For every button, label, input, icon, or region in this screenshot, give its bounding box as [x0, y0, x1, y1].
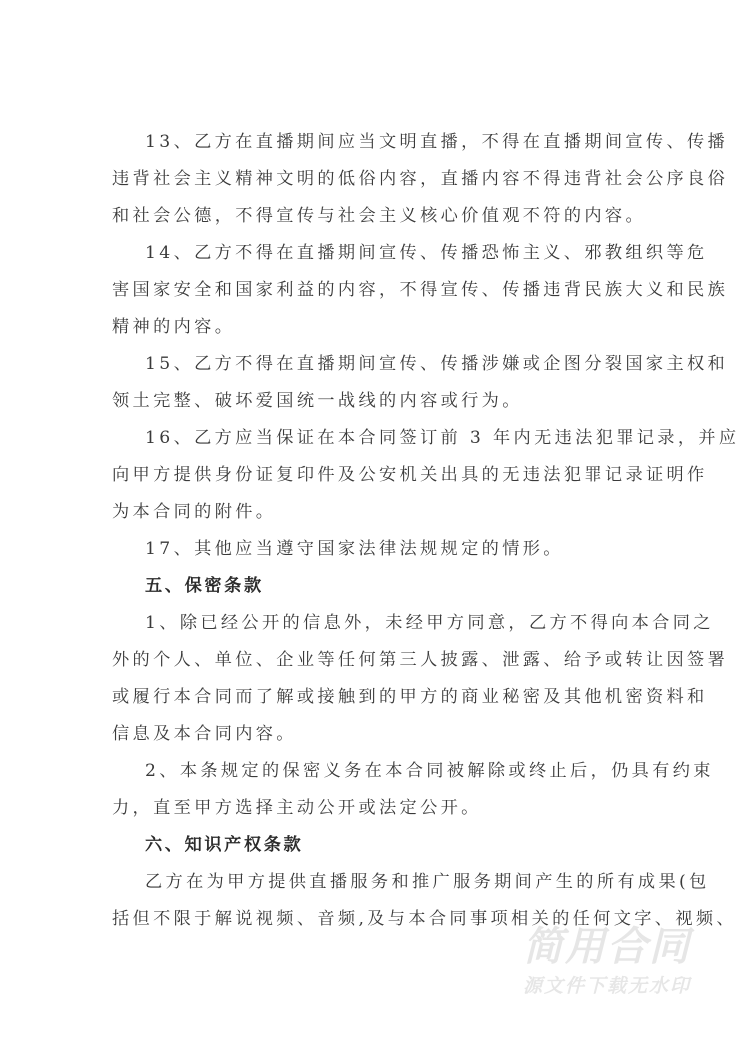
- paragraph-line: 14、乙方不得在直播期间宣传、传播恐怖主义、邪教组织等危: [145, 243, 708, 263]
- watermark-logo-text: 简用合同: [523, 924, 691, 970]
- paragraph-line: 括但不限于解说视频、音频,及与本合同事项相关的任何文字、视频、: [112, 909, 737, 929]
- paragraph-line: 力，直至甲方选择主动公开或法定公开。: [112, 798, 482, 818]
- paragraph-line: 信息及本合同内容。: [112, 724, 297, 744]
- paragraph-line: 外的个人、单位、企业等任何第三人披露、泄露、给予或转让因签署: [112, 650, 729, 670]
- section-heading: 六、知识产权条款: [145, 835, 304, 855]
- watermark-subtext: 源文件下载无水印: [522, 975, 691, 997]
- paragraph-line: 1、除已经公开的信息外，未经甲方同意，乙方不得向本合同之: [145, 613, 714, 633]
- paragraph-line: 2、本条规定的保密义务在本合同被解除或终止后，仍具有约束: [145, 761, 714, 781]
- paragraph-line: 害国家安全和国家利益的内容，不得宣传、传播违背民族大义和民族: [112, 280, 729, 300]
- paragraph-line: 或履行本合同而了解或接触到的甲方的商业秘密及其他机密资料和: [112, 687, 708, 707]
- paragraph-line: 领土完整、破坏爱国统一战线的内容或行为。: [112, 391, 523, 411]
- paragraph-line: 向甲方提供身份证复印件及公安机关出具的无违法犯罪记录证明作: [112, 465, 708, 485]
- section-heading: 五、保密条款: [145, 576, 264, 596]
- paragraph-line: 17、其他应当遵守国家法律法规规定的情形。: [145, 539, 564, 559]
- paragraph-line: 13、乙方在直播期间应当文明直播，不得在直播期间宣传、传播: [145, 132, 729, 152]
- paragraph-line: 15、乙方不得在直播期间宣传、传播涉嫌或企图分裂国家主权和: [145, 354, 729, 374]
- paragraph-line: 乙方在为甲方提供直播服务和推广服务期间产生的所有成果(包: [145, 872, 710, 892]
- paragraph-line: 和社会公德，不得宣传与社会主义核心价值观不符的内容。: [112, 206, 646, 226]
- paragraph-line: 16、乙方应当保证在本合同签订前 3 年内无违法犯罪记录，并应: [145, 428, 740, 448]
- paragraph-line: 违背社会主义精神文明的低俗内容，直播内容不得违背社会公序良俗: [112, 169, 729, 189]
- paragraph-line: 为本合同的附件。: [112, 502, 277, 522]
- paragraph-line: 精神的内容。: [112, 317, 236, 337]
- watermark: [512, 925, 702, 999]
